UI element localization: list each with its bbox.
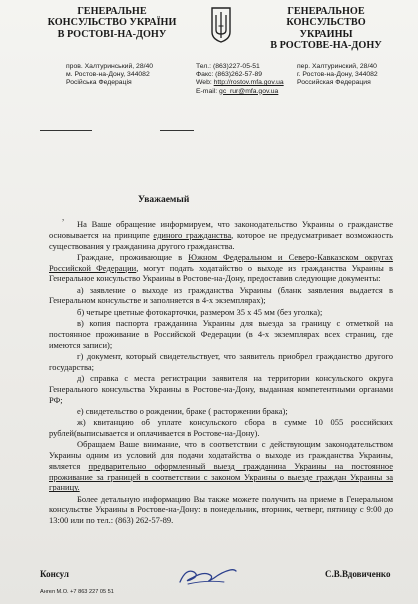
address-line: м. Ростов-на-Дону, 344082 <box>66 71 150 79</box>
handwritten-signature-icon <box>176 562 238 588</box>
letter-body <box>49 219 393 527</box>
address-line: Российская Федерация <box>297 79 371 87</box>
paragraph-contact-info: Более детальную информацию Вы также можете получить на приеме в Генеральном консульстве Украины в Ростове-на-Дону: в понедельник, вторник, четверг, пятницу с 9:00 до 13:00 или по тел.: (863) 262-57-89. <box>49 493 393 526</box>
email-label: E-mail: <box>196 87 220 95</box>
signer-name: С.В.Вдовиченко <box>325 569 391 579</box>
address-russian <box>297 63 378 88</box>
contacts-block <box>196 63 284 96</box>
header-title-russian: ГЕНЕРАЛЬНОЕ КОНСУЛЬСТВО УКРАИНЫ В РОСТОВЕ-НА-ДОНУ <box>270 6 382 52</box>
address-ukrainian <box>66 63 153 88</box>
web-line <box>196 79 284 87</box>
header-title-ukrainian: ГЕНЕРАЛЬНЕ КОНСУЛЬСТВО УКРАЇНИ В РОСТОВІ-НА-ДОНУ <box>47 6 177 40</box>
paragraph-attention <box>49 439 393 493</box>
list-item-zh: ж) квитанцию об уплате консульского сбора в сумме 10 055 российских рублей(выписывается и оплачивается в Ростове-на-Дону). <box>49 417 393 438</box>
signer-title: Консул <box>40 569 69 579</box>
address-line: Російська Федерація <box>66 79 132 87</box>
list-item-b: б) четыре цветные фотокарточки, размером 35 х 45 мм (без уголка); <box>77 306 323 317</box>
ink-mark: , <box>62 212 65 222</box>
fax-line: Факс: (863)262-57-89 <box>196 71 263 79</box>
list-item-g: г) документ, который свидетельствует, что заявитель приобрел гражданство другого государства; <box>49 350 393 372</box>
text-run: На Ваше обращение информируем, что законодательство Украины о гражданстве основывается на принципе <box>49 219 393 240</box>
number-rule <box>160 130 194 131</box>
list-item-d: д) справка с места регистрации заявителя на территории консульского округа Генерального консульства Украины в Ростове-на-Дону, выданная компетентными органами РФ; <box>49 373 393 405</box>
web-link[interactable]: http://rostov.mfa.gov.ua <box>213 79 284 87</box>
underlined-text: единого гражданства <box>153 229 232 240</box>
address-line: пер. Халтуринский, 28/40 <box>297 63 377 70</box>
address-line: г. Ростов-на-Дону, 344082 <box>297 71 378 79</box>
executor-line: Ангел М.О. +7 863 227 05 51 <box>40 589 114 595</box>
text-run: Граждане, проживающие в <box>77 251 189 262</box>
paragraph-intro <box>49 219 393 251</box>
date-rule <box>40 130 92 131</box>
web-label: Web: <box>196 79 214 87</box>
phone-line: Тел.: (863)227-05-51 <box>196 63 260 70</box>
paragraph-citizens <box>49 252 393 284</box>
trident-emblem-icon <box>210 6 232 44</box>
text-run: , которое не предусматривает возможность существования у гражданина другого гражданства. <box>49 229 394 251</box>
email-link[interactable]: gc_rur@mfa.gov.ua <box>219 87 279 95</box>
address-line: пров. Халтуринський, 28/40 <box>66 63 154 70</box>
salutation: Уважаемый <box>138 195 190 205</box>
list-item-v: в) копия паспорта гражданина Украины для выезда за границу с отметкой на постоянное проживание в Российской Федерации (в 4-х экземплярах всех страниц, где имеются записи); <box>49 318 393 350</box>
underlined-text: Южном Федеральном и Северо-Кавказском округах Российской Федерации <box>49 251 393 273</box>
text-run: Обращаем Ваше внимание, что в соответствии с действующим законодательством Украины одним из условий для подачи ходатайства о выходе из гражданства Украины, является <box>49 439 393 471</box>
underlined-text: предварительно оформленный выезд гражданина Украины на постоянное проживание за границей в соответствии с законом Украины о выезде граждан Украины за границу. <box>49 460 393 493</box>
list-item-a: а) заявление о выходе из гражданства Украины (бланк заявления выдается в Генеральном консульстве и заполняется в 4-х экземплярах); <box>49 284 393 306</box>
email-line <box>196 88 284 96</box>
text-run: , могут подать ходатайство о выходе из гражданства Украины в Генеральное консульство Украины в Ростове-на-Дону, предоставив следующие документы: <box>49 262 393 284</box>
list-item-e: е) свидетельство о рождении, браке ( расторжении брака); <box>77 405 288 416</box>
